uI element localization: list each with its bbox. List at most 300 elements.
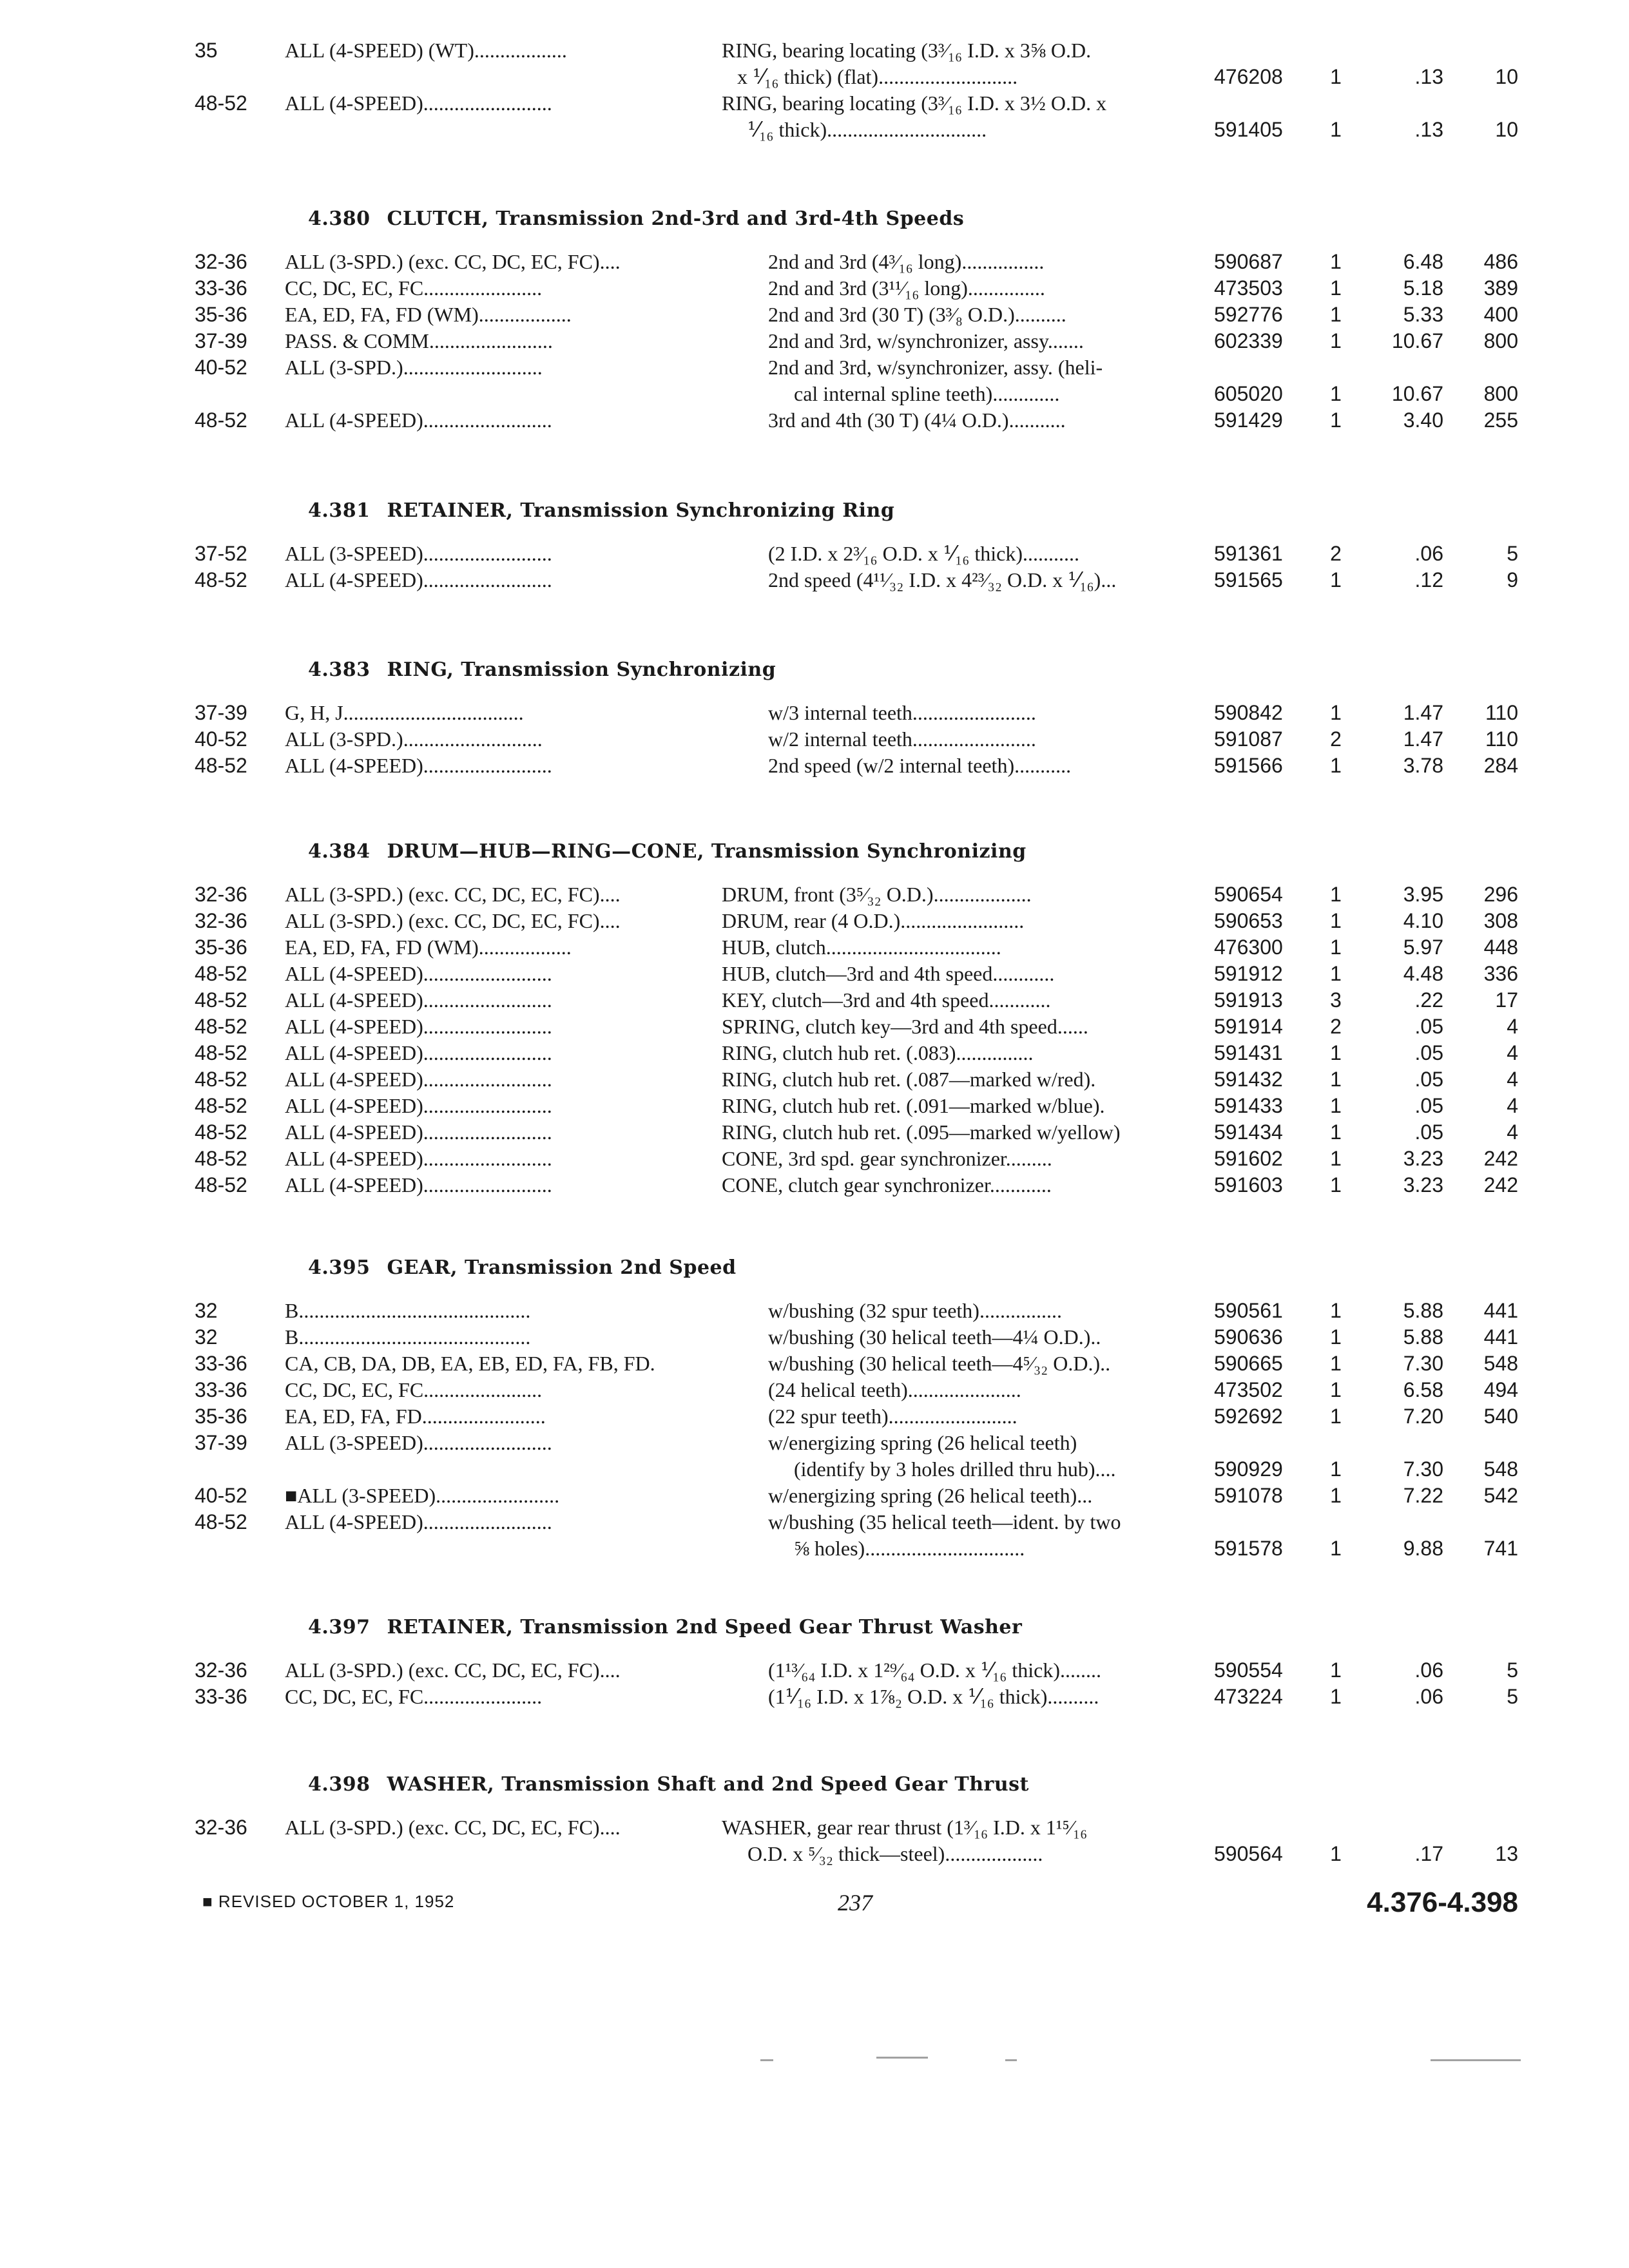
years-cell: 32-36: [195, 1658, 247, 1682]
models-cell: ALL (3-SPD.)...........................: [285, 356, 543, 379]
price-cell: .06: [1414, 1658, 1443, 1682]
part-number-cell: 473503: [1214, 276, 1283, 300]
description-cell: [768, 249, 1181, 275]
quantity-cell: 1: [1330, 1378, 1342, 1401]
description-line: 2nd and 3rd, w/synchronizer, assy. (heli-: [768, 356, 1103, 379]
price-cell: 5.33: [1403, 303, 1443, 326]
description-line: (2 I.D. x 2³⁄₁₆ O.D. x ⅟₁₆ thick)...........: [768, 542, 1080, 565]
models-cell: ALL (3-SPEED).........................: [285, 1431, 552, 1454]
years-cell: 37-39: [195, 701, 247, 724]
description-line: (24 helical teeth)......................: [768, 1378, 1021, 1401]
models-cell: CC, DC, EC, FC.......................: [285, 1685, 543, 1708]
price-cell: .22: [1414, 988, 1443, 1012]
price-cell: 6.48: [1403, 250, 1443, 273]
description-cell: [768, 1350, 1181, 1377]
part-number-cell: 591078: [1214, 1484, 1283, 1507]
description-line: 2nd speed (w/2 internal teeth)...........: [768, 754, 1072, 777]
table-row: [0, 700, 1629, 726]
description-cell: [722, 90, 1181, 143]
years-cell: 48-52: [195, 1147, 247, 1170]
price-cell: 5.97: [1403, 936, 1443, 959]
list-cell: 10: [1495, 65, 1518, 88]
quantity-cell: 2: [1330, 542, 1342, 565]
description-line: 2nd and 3rd (30 T) (3³⁄₈ O.D.)..........: [768, 303, 1066, 326]
description-cell: [722, 1040, 1181, 1066]
section-heading: [308, 1773, 1029, 1796]
models-cell: B.............................................: [285, 1325, 531, 1349]
models-cell: ALL (4-SPEED).........................: [285, 962, 552, 985]
list-cell: 448: [1483, 936, 1518, 959]
description-cell: [768, 1377, 1181, 1403]
quantity-cell: 1: [1330, 1173, 1342, 1196]
description-cell: [722, 1172, 1181, 1198]
list-cell: 441: [1483, 1325, 1518, 1349]
models-cell: ALL (4-SPEED).........................: [285, 1120, 552, 1144]
description-cell: [768, 753, 1181, 779]
list-cell: 400: [1483, 303, 1518, 326]
table-row: [0, 37, 1629, 90]
years-cell: 37-52: [195, 542, 247, 565]
description-cell: [768, 726, 1181, 753]
description-line: RING, bearing locating (3³⁄₁₆ I.D. x 3⅝ O.D.: [722, 39, 1092, 62]
page-footer: [0, 1887, 1629, 1925]
description-line: w/bushing (32 spur teeth)................: [768, 1299, 1062, 1322]
price-cell: 3.95: [1403, 883, 1443, 906]
description-line: (identify by 3 holes drilled thru hub)....: [794, 1457, 1116, 1481]
table-row: [0, 934, 1629, 961]
part-number-cell: 590564: [1214, 1842, 1283, 1865]
models-cell: ■ALL (3-SPEED)........................: [285, 1484, 560, 1507]
parts-table: [0, 1298, 1629, 1562]
years-cell: 48-52: [195, 1173, 247, 1196]
section-title: GEAR, Transmission 2nd Speed: [387, 1256, 737, 1279]
table-row: [0, 726, 1629, 753]
list-cell: 5: [1507, 1685, 1518, 1708]
section-title: DRUM—HUB—RING—CONE, Transmission Synchronizing: [387, 840, 1027, 863]
years-cell: 32: [195, 1325, 218, 1349]
quantity-cell: 1: [1330, 883, 1342, 906]
parts-table: [0, 1657, 1629, 1710]
price-cell: 10.67: [1391, 382, 1443, 405]
scan-mark: [1005, 2059, 1017, 2061]
quantity-cell: 3: [1330, 988, 1342, 1012]
table-row: [0, 541, 1629, 567]
years-cell: 48-52: [195, 408, 247, 432]
models-cell: EA, ED, FA, FD........................: [285, 1405, 546, 1428]
quantity-cell: 1: [1330, 250, 1342, 273]
price-cell: .13: [1414, 65, 1443, 88]
list-cell: 542: [1483, 1484, 1518, 1507]
table-row: [0, 407, 1629, 434]
list-cell: 110: [1485, 727, 1518, 751]
description-line: 2nd and 3rd, w/synchronizer, assy.......: [768, 329, 1084, 352]
description-line: WASHER, gear rear thrust (1³⁄₁₆ I.D. x 1¹⁵⁄₁₆: [722, 1816, 1088, 1839]
table-row: [0, 567, 1629, 593]
revision-note: ■ REVISED OCTOBER 1, 1952: [202, 1892, 455, 1911]
list-cell: 296: [1483, 883, 1518, 906]
section-range: 4.376-4.398: [1367, 1887, 1518, 1918]
years-cell: 48-52: [195, 91, 247, 115]
models-cell: ALL (4-SPEED).........................: [285, 1068, 552, 1091]
description-cell: [768, 1657, 1181, 1684]
description-cell: [768, 407, 1181, 434]
part-number-cell: 591433: [1214, 1094, 1283, 1117]
price-cell: .12: [1414, 568, 1443, 591]
description-cell: [722, 961, 1181, 987]
table-row: [0, 1509, 1629, 1562]
part-number-cell: 591429: [1214, 408, 1283, 432]
price-cell: 3.23: [1403, 1173, 1443, 1196]
price-cell: .05: [1414, 1094, 1443, 1117]
models-cell: G, H, J...................................: [285, 701, 524, 724]
quantity-cell: 2: [1330, 1015, 1342, 1038]
models-cell: ALL (4-SPEED).........................: [285, 1147, 552, 1170]
quantity-cell: 1: [1330, 962, 1342, 985]
section-number: 4.381: [308, 499, 371, 522]
list-cell: 548: [1483, 1352, 1518, 1375]
table-row: [0, 1119, 1629, 1146]
years-cell: 32: [195, 1299, 218, 1322]
years-cell: 32-36: [195, 250, 247, 273]
table-row: [0, 1403, 1629, 1430]
quantity-cell: 1: [1330, 1094, 1342, 1117]
description-line: HUB, clutch..................................: [722, 936, 1001, 959]
description-line: O.D. x ⁵⁄₃₂ thick—steel)...................: [747, 1842, 1043, 1865]
section-number: 4.383: [308, 658, 371, 681]
description-line: w/bushing (30 helical teeth—4¼ O.D.)..: [768, 1325, 1101, 1349]
table-row: [0, 1146, 1629, 1172]
table-row: [0, 1684, 1629, 1710]
years-cell: 35-36: [195, 1405, 247, 1428]
description-cell: [722, 1814, 1181, 1867]
quantity-cell: 1: [1330, 1325, 1342, 1349]
table-row: [0, 1040, 1629, 1066]
part-number-cell: 592776: [1214, 303, 1283, 326]
years-cell: 40-52: [195, 727, 247, 751]
scan-mark: [876, 2057, 928, 2059]
quantity-cell: 1: [1330, 1842, 1342, 1865]
list-cell: 308: [1483, 909, 1518, 932]
parts-table: [0, 249, 1629, 434]
quantity-cell: 1: [1330, 1120, 1342, 1144]
section-title: RING, Transmission Synchronizing: [387, 658, 776, 681]
description-line: x ⅟₁₆ thick) (flat)...........................: [737, 65, 1018, 88]
quantity-cell: 1: [1330, 329, 1342, 352]
models-cell: ALL (4-SPEED).........................: [285, 568, 552, 591]
parts-table: [0, 541, 1629, 593]
quantity-cell: 1: [1330, 408, 1342, 432]
table-row: [0, 1350, 1629, 1377]
years-cell: 33-36: [195, 276, 247, 300]
table-row: [0, 328, 1629, 354]
price-cell: 4.10: [1403, 909, 1443, 932]
list-cell: 4: [1507, 1041, 1518, 1064]
part-number-cell: 591087: [1214, 727, 1283, 751]
price-cell: 6.58: [1403, 1378, 1443, 1401]
parts-table: [0, 881, 1629, 1198]
years-cell: 48-52: [195, 962, 247, 985]
table-row: [0, 1066, 1629, 1093]
part-number-cell: 591432: [1214, 1068, 1283, 1091]
part-number-cell: 476208: [1214, 65, 1283, 88]
years-cell: 48-52: [195, 754, 247, 777]
part-number-cell: 476300: [1214, 936, 1283, 959]
part-number-cell: 590654: [1214, 883, 1283, 906]
table-row: [0, 1324, 1629, 1350]
list-cell: 10: [1495, 118, 1518, 141]
models-cell: ALL (4-SPEED).........................: [285, 1510, 552, 1533]
description-cell: [768, 354, 1181, 407]
price-cell: 4.48: [1403, 962, 1443, 985]
description-line: 3rd and 4th (30 T) (4¼ O.D.)...........: [768, 408, 1066, 432]
part-number-cell: 590554: [1214, 1658, 1283, 1682]
table-row: [0, 1172, 1629, 1198]
page-number: 237: [838, 1890, 872, 1916]
description-line: ⅟₁₆ thick)...............................: [747, 118, 987, 141]
description-cell: [768, 567, 1181, 593]
section-title: WASHER, Transmission Shaft and 2nd Speed Gear Thrust: [387, 1773, 1029, 1796]
quantity-cell: 1: [1330, 1068, 1342, 1091]
models-cell: ALL (4-SPEED).........................: [285, 1041, 552, 1064]
description-line: RING, clutch hub ret. (.091—marked w/blue).: [722, 1094, 1105, 1117]
price-cell: 3.23: [1403, 1147, 1443, 1170]
years-cell: 33-36: [195, 1378, 247, 1401]
part-number-cell: 590653: [1214, 909, 1283, 932]
section-title: RETAINER, Transmission Synchronizing Ring: [387, 499, 895, 522]
models-cell: ALL (3-SPD.) (exc. CC, DC, EC, FC)....: [285, 1658, 621, 1682]
list-cell: 4: [1507, 1068, 1518, 1091]
part-number-cell: 602339: [1214, 329, 1283, 352]
list-cell: 540: [1483, 1405, 1518, 1428]
part-number-cell: 591431: [1214, 1041, 1283, 1064]
table-row: [0, 90, 1629, 143]
description-line: 2nd and 3rd (4³⁄₁₆ long)................: [768, 250, 1045, 273]
years-cell: 48-52: [195, 1068, 247, 1091]
part-number-cell: 591565: [1214, 568, 1283, 591]
years-cell: 48-52: [195, 568, 247, 591]
models-cell: EA, ED, FA, FD (WM)..................: [285, 303, 572, 326]
description-line: RING, clutch hub ret. (.087—marked w/red).: [722, 1068, 1096, 1091]
list-cell: 494: [1483, 1378, 1518, 1401]
description-line: SPRING, clutch key—3rd and 4th speed......: [722, 1015, 1088, 1038]
continued-entries: [0, 37, 1629, 143]
table-row: [0, 302, 1629, 328]
models-cell: ALL (3-SPD.)...........................: [285, 727, 543, 751]
part-number-cell: 591578: [1214, 1537, 1283, 1560]
description-line: CONE, clutch gear synchronizer............: [722, 1173, 1052, 1196]
years-cell: 37-39: [195, 329, 247, 352]
models-cell: ALL (4-SPEED).........................: [285, 1173, 552, 1196]
models-cell: ALL (4-SPEED).........................: [285, 91, 552, 115]
list-cell: 4: [1507, 1015, 1518, 1038]
description-cell: [722, 37, 1181, 90]
description-cell: [722, 987, 1181, 1014]
description-line: DRUM, rear (4 O.D.)........................: [722, 909, 1025, 932]
models-cell: ALL (4-SPEED) (WT)..................: [285, 39, 567, 62]
table-row: [0, 1298, 1629, 1324]
description-line: w/bushing (35 helical teeth—ident. by two: [768, 1510, 1121, 1533]
description-line: DRUM, front (3⁵⁄₃₂ O.D.)...................: [722, 883, 1032, 906]
part-number-cell: 591602: [1214, 1147, 1283, 1170]
part-number-cell: 591434: [1214, 1120, 1283, 1144]
price-cell: 7.30: [1403, 1352, 1443, 1375]
quantity-cell: 1: [1330, 701, 1342, 724]
scan-mark: [760, 2059, 773, 2061]
list-cell: 242: [1483, 1173, 1518, 1196]
list-cell: 5: [1507, 1658, 1518, 1682]
price-cell: .06: [1414, 542, 1443, 565]
list-cell: 5: [1507, 542, 1518, 565]
description-cell: [768, 1403, 1181, 1430]
description-line: (1¹³⁄₆₄ I.D. x 1²⁹⁄₆₄ O.D. x ⅟₁₆ thick)........: [768, 1658, 1102, 1682]
description-cell: [768, 328, 1181, 354]
list-cell: 284: [1483, 754, 1518, 777]
price-cell: 7.20: [1403, 1405, 1443, 1428]
models-cell: ALL (4-SPEED).........................: [285, 988, 552, 1012]
part-number-cell: 590636: [1214, 1325, 1283, 1349]
description-cell: [768, 1483, 1181, 1509]
years-cell: 40-52: [195, 356, 247, 379]
quantity-cell: 1: [1330, 1537, 1342, 1560]
description-line: CONE, 3rd spd. gear synchronizer.........: [722, 1147, 1052, 1170]
description-line: ⅝ holes)...............................: [794, 1537, 1025, 1560]
section-title: RETAINER, Transmission 2nd Speed Gear Thrust Washer: [387, 1616, 1023, 1639]
list-cell: 4: [1507, 1120, 1518, 1144]
years-cell: 48-52: [195, 988, 247, 1012]
price-cell: 7.30: [1403, 1457, 1443, 1481]
price-cell: 1.47: [1403, 701, 1443, 724]
price-cell: .05: [1414, 1120, 1443, 1144]
list-cell: 17: [1495, 988, 1518, 1012]
description-cell: [768, 541, 1181, 567]
years-cell: 48-52: [195, 1094, 247, 1117]
description-cell: [768, 700, 1181, 726]
list-cell: 800: [1483, 329, 1518, 352]
section-number: 4.395: [308, 1256, 371, 1279]
part-number-cell: 591913: [1214, 988, 1283, 1012]
table-row: [0, 1814, 1629, 1867]
description-cell: [722, 1066, 1181, 1093]
part-number-cell: 591566: [1214, 754, 1283, 777]
list-cell: 255: [1483, 408, 1518, 432]
models-cell: PASS. & COMM........................: [285, 329, 553, 352]
description-line: w/energizing spring (26 helical teeth)...: [768, 1484, 1093, 1507]
table-row: [0, 354, 1629, 407]
description-cell: [768, 1298, 1181, 1324]
part-number-cell: 591603: [1214, 1173, 1283, 1196]
years-cell: 32-36: [195, 1816, 247, 1839]
quantity-cell: 1: [1330, 1147, 1342, 1170]
part-number-cell: 590929: [1214, 1457, 1283, 1481]
models-cell: ALL (4-SPEED).........................: [285, 1015, 552, 1038]
description-line: RING, clutch hub ret. (.083)...............: [722, 1041, 1034, 1064]
description-line: w/bushing (30 helical teeth—4⁵⁄₃₂ O.D.)..: [768, 1352, 1111, 1375]
part-number-cell: 473502: [1214, 1378, 1283, 1401]
price-cell: 5.18: [1403, 276, 1443, 300]
years-cell: 48-52: [195, 1510, 247, 1533]
section-number: 4.397: [308, 1616, 371, 1639]
list-cell: 441: [1483, 1299, 1518, 1322]
part-number-cell: 605020: [1214, 382, 1283, 405]
section-heading: [308, 1256, 737, 1279]
description-cell: [722, 881, 1181, 908]
table-row: [0, 249, 1629, 275]
models-cell: ALL (3-SPD.) (exc. CC, DC, EC, FC)....: [285, 909, 621, 932]
quantity-cell: 1: [1330, 1352, 1342, 1375]
description-line: KEY, clutch—3rd and 4th speed............: [722, 988, 1051, 1012]
quantity-cell: 1: [1330, 909, 1342, 932]
description-cell: [722, 1014, 1181, 1040]
quantity-cell: 1: [1330, 1658, 1342, 1682]
scan-mark: [1431, 2059, 1521, 2061]
quantity-cell: 1: [1330, 1405, 1342, 1428]
table-row: [0, 961, 1629, 987]
section-number: 4.380: [308, 207, 371, 230]
price-cell: 10.67: [1391, 329, 1443, 352]
quantity-cell: 1: [1330, 65, 1342, 88]
description-line: HUB, clutch—3rd and 4th speed............: [722, 962, 1055, 985]
part-number-cell: 591405: [1214, 118, 1283, 141]
years-cell: 48-52: [195, 1120, 247, 1144]
list-cell: 741: [1483, 1537, 1518, 1560]
list-cell: 389: [1483, 276, 1518, 300]
table-row: [0, 1430, 1629, 1483]
price-cell: 1.47: [1403, 727, 1443, 751]
table-row: [0, 1483, 1629, 1509]
models-cell: ALL (4-SPEED).........................: [285, 408, 552, 432]
price-cell: 5.88: [1403, 1299, 1443, 1322]
price-cell: .13: [1414, 118, 1443, 141]
list-cell: 336: [1483, 962, 1518, 985]
quantity-cell: 1: [1330, 1685, 1342, 1708]
price-cell: .17: [1414, 1842, 1443, 1865]
description-line: w/3 internal teeth........................: [768, 701, 1036, 724]
price-cell: .05: [1414, 1015, 1443, 1038]
description-line: cal internal spline teeth).............: [794, 382, 1060, 405]
quantity-cell: 2: [1330, 727, 1342, 751]
table-row: [0, 1014, 1629, 1040]
years-cell: 40-52: [195, 1484, 247, 1507]
description-cell: [768, 1324, 1181, 1350]
price-cell: 3.40: [1403, 408, 1443, 432]
models-cell: CA, CB, DA, DB, EA, EB, ED, FA, FB, FD.: [285, 1352, 655, 1375]
part-number-cell: 590842: [1214, 701, 1283, 724]
section-heading: [308, 499, 894, 522]
quantity-cell: 1: [1330, 382, 1342, 405]
section-heading: [308, 840, 1027, 863]
price-cell: .05: [1414, 1068, 1443, 1091]
part-number-cell: 592692: [1214, 1405, 1283, 1428]
quantity-cell: 1: [1330, 754, 1342, 777]
section-heading: [308, 207, 964, 230]
description-cell: [768, 1430, 1181, 1483]
models-cell: B.............................................: [285, 1299, 531, 1322]
part-number-cell: 591361: [1214, 542, 1283, 565]
description-line: 2nd speed (4¹¹⁄₃₂ I.D. x 4²³⁄₃₂ O.D. x ⅟₁₆)...: [768, 568, 1117, 591]
section-number: 4.398: [308, 1773, 371, 1796]
years-cell: 35-36: [195, 303, 247, 326]
part-number-cell: 590665: [1214, 1352, 1283, 1375]
price-cell: 5.88: [1403, 1325, 1443, 1349]
section-heading: [308, 1616, 1022, 1639]
years-cell: 32-36: [195, 883, 247, 906]
table-row: [0, 1377, 1629, 1403]
part-number-cell: 590687: [1214, 250, 1283, 273]
models-cell: EA, ED, FA, FD (WM)..................: [285, 936, 572, 959]
years-cell: 48-52: [195, 1015, 247, 1038]
models-cell: CC, DC, EC, FC.......................: [285, 276, 543, 300]
list-cell: 548: [1483, 1457, 1518, 1481]
